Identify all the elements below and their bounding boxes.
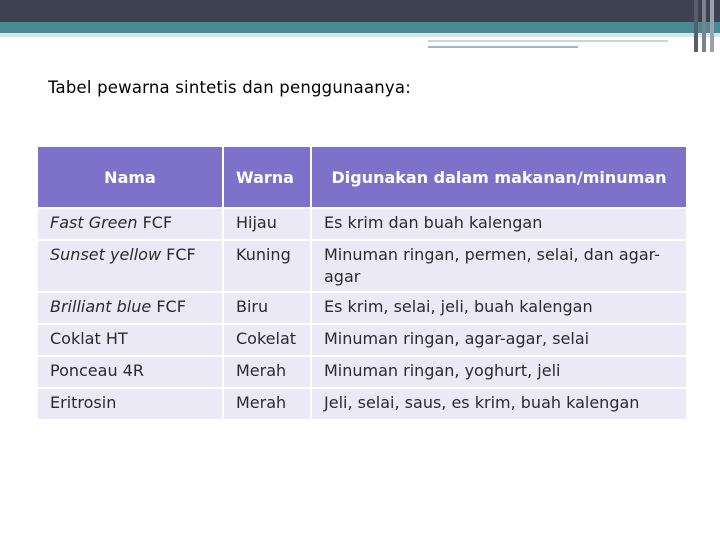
table-header-row: [37, 146, 687, 208]
header-nama: Nama: [37, 146, 223, 208]
name-italic: Fast Green: [50, 213, 138, 232]
table-row: [37, 388, 687, 420]
table-row: [37, 324, 687, 356]
table-row: [37, 208, 687, 240]
cell-use: Es krim, selai, jeli, buah kalengan: [311, 292, 687, 324]
table-row: [37, 292, 687, 324]
cell-name: [37, 356, 223, 388]
dye-table: [36, 145, 688, 421]
slide-heading: Tabel pewarna sintetis dan penggunaanya:: [48, 78, 411, 97]
cell-color: Biru: [223, 292, 311, 324]
name-rest: Ponceau 4R: [50, 361, 144, 380]
header-warna: Warna: [223, 146, 311, 208]
corner-bar: [710, 0, 714, 52]
name-italic: Sunset yellow: [50, 245, 162, 264]
header-band-light: [0, 33, 720, 37]
header-stripe: [428, 40, 668, 42]
cell-color: Kuning: [223, 240, 311, 292]
name-rest: Coklat HT: [50, 329, 128, 348]
header-band-teal: [0, 22, 720, 33]
cell-name: [37, 388, 223, 420]
cell-color: Merah: [223, 356, 311, 388]
header-digunakan: Digunakan dalam makanan/minuman: [311, 146, 687, 208]
name-italic: Brilliant blue: [50, 297, 152, 316]
cell-name: [37, 240, 223, 292]
header-stripe: [428, 46, 578, 48]
header-band-dark: [0, 0, 720, 22]
cell-color: Hijau: [223, 208, 311, 240]
cell-name: [37, 208, 223, 240]
table-row: [37, 240, 687, 292]
cell-use: Jeli, selai, saus, es krim, buah kalengan: [311, 388, 687, 420]
cell-use: Es krim dan buah kalengan: [311, 208, 687, 240]
name-rest: FCF: [161, 245, 196, 264]
cell-color: Merah: [223, 388, 311, 420]
table-row: [37, 356, 687, 388]
cell-use: Minuman ringan, permen, selai, dan agar-agar: [311, 240, 687, 292]
cell-use: Minuman ringan, yoghurt, jeli: [311, 356, 687, 388]
cell-name: [37, 292, 223, 324]
name-rest: FCF: [137, 213, 173, 232]
corner-bar: [702, 0, 706, 52]
cell-name: [37, 324, 223, 356]
name-rest: Eritrosin: [50, 393, 117, 412]
corner-bar: [694, 0, 698, 52]
name-rest: FCF: [151, 297, 186, 316]
cell-use: Minuman ringan, agar-agar, selai: [311, 324, 687, 356]
cell-color: Cokelat: [223, 324, 311, 356]
